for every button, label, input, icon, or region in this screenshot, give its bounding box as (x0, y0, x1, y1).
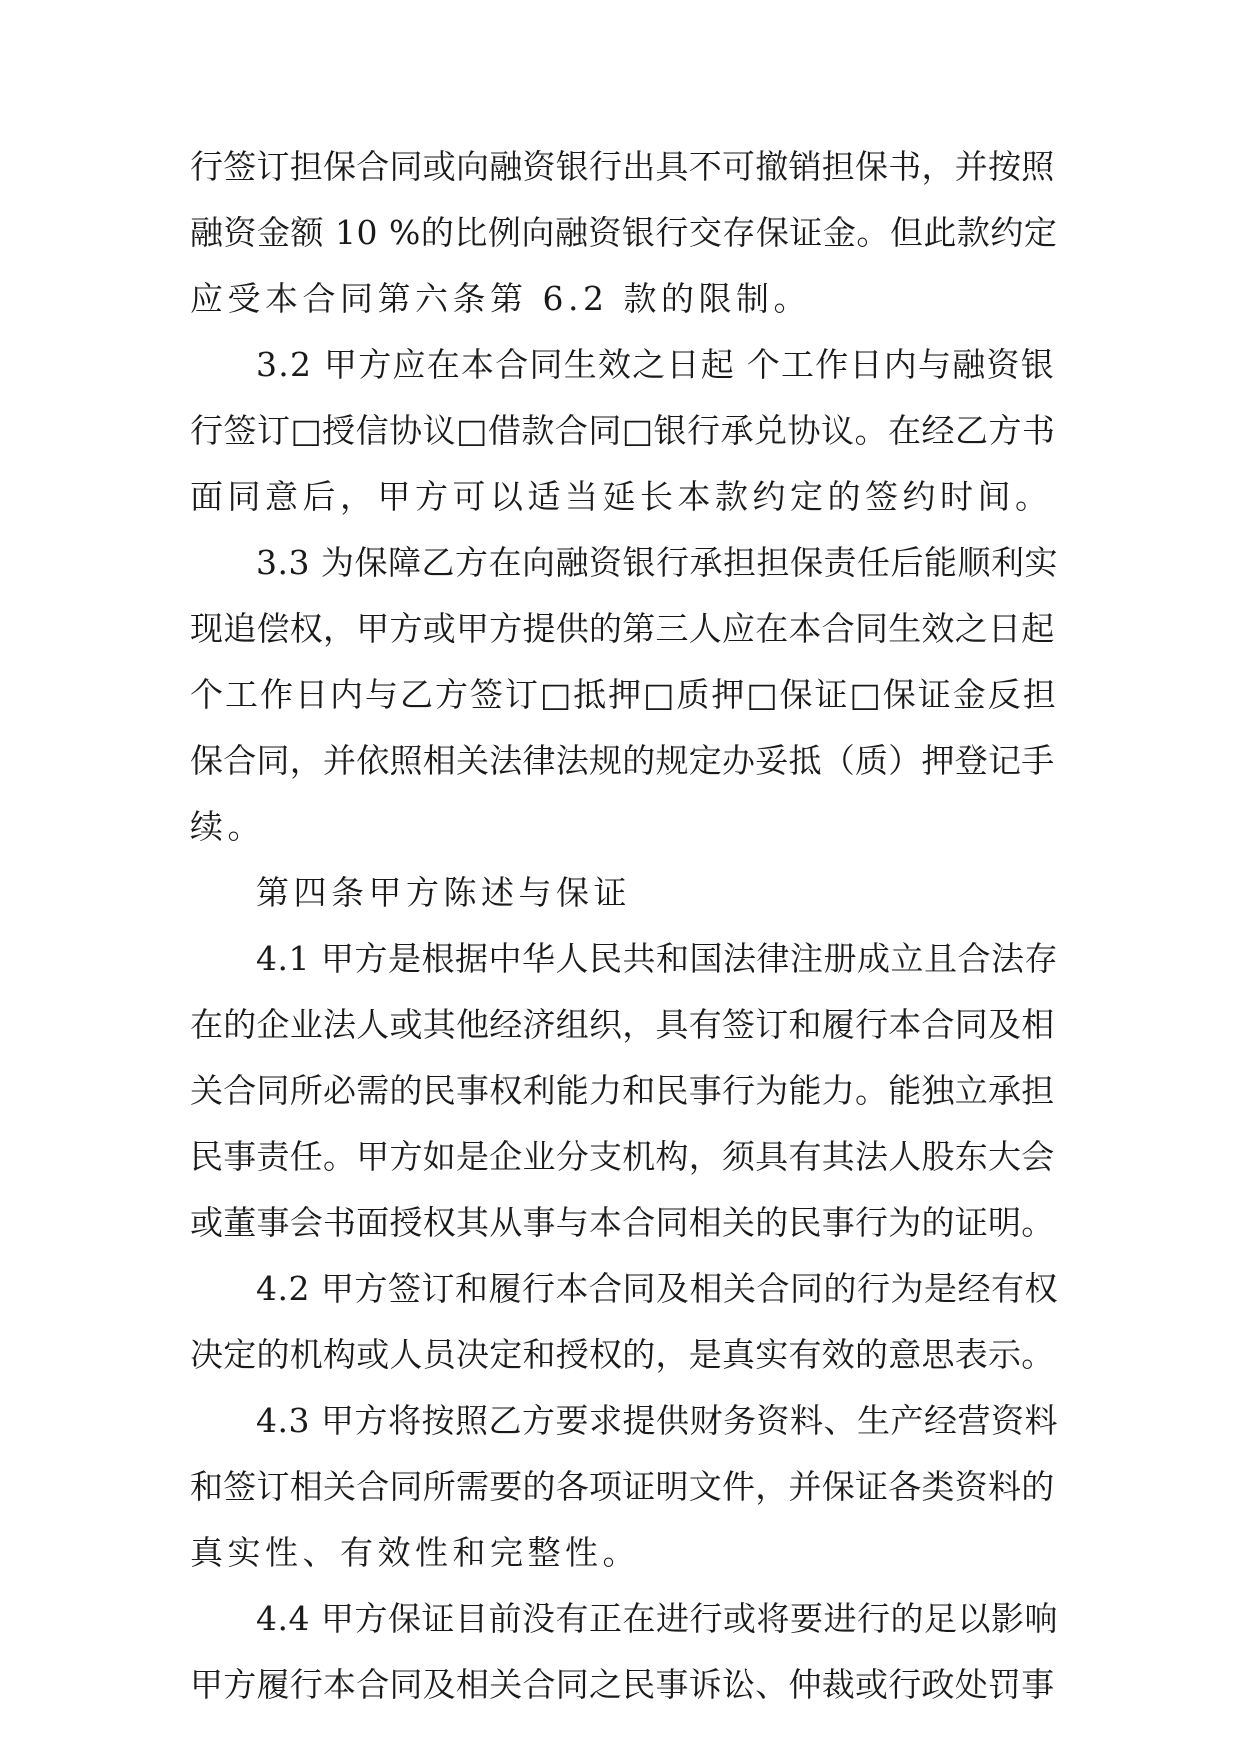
text-line: 4.2 甲方签订和履行本合同及相关合同的行为是经有权 (256, 1269, 1058, 1308)
text-line: 4.1 甲方是根据中华人民共和国法律注册成立且合法存 (256, 939, 1058, 978)
text-line: 和签订相关合同所需要的各项证明文件，并保证各类资料的 (190, 1467, 1055, 1506)
section-heading: 第四条甲方陈述与保证 (256, 873, 631, 912)
text-line: 关合同所必需的民事权利能力和民事行为能力。能独立承担 (190, 1071, 1055, 1110)
text-line: 4.4 甲方保证目前没有正在进行或将要进行的足以影响 (256, 1599, 1058, 1638)
text-line: 或董事会书面授权其从事与本合同相关的民事行为的证明。 (190, 1203, 1055, 1242)
text-line: 保合同，并依照相关法律法规的规定办妥抵（质）押登记手 (190, 741, 1055, 780)
text-line: 行签订□授信协议□借款合同□银行承兑协议。在经乙方书 (190, 411, 1056, 450)
text-line: 民事责任。甲方如是企业分支机构，须具有其法人股东大会 (190, 1137, 1055, 1176)
text-line: 3.2 甲方应在本合同生效之日起 个工作日内与融资银 (256, 345, 1055, 384)
text-line: 续。 (190, 807, 265, 846)
text-line: 甲方履行本合同及相关合同之民事诉讼、仲裁或行政处罚事 (190, 1665, 1055, 1704)
text-line: 在的企业法人或其他经济组织，具有签订和履行本合同及相 (190, 1005, 1055, 1044)
text-line: 个工作日内与乙方签订□抵押□质押□保证□保证金反担 (190, 675, 1058, 714)
text-line: 4.3 甲方将按照乙方要求提供财务资料、生产经营资料 (256, 1401, 1058, 1440)
text-line: 面同意后，甲方可以适当延长本款约定的签约时间。 (190, 477, 1053, 516)
text-line: 融资金额 10 %的比例向融资银行交存保证金。但此款约定 (190, 213, 1058, 252)
text-line: 应受本合同第六条第 6.2 款的限制。 (190, 279, 811, 318)
text-line: 真实性、有效性和完整性。 (190, 1533, 640, 1572)
text-line: 现追偿权，甲方或甲方提供的第三人应在本合同生效之日起 (190, 609, 1055, 648)
text-line: 3.3 为保障乙方在向融资银行承担担保责任后能顺利实 (256, 543, 1058, 582)
text-line: 决定的机构或人员决定和授权的，是真实有效的意思表示。 (190, 1335, 1055, 1374)
text-line: 行签订担保合同或向融资银行出具不可撤销担保书，并按照 (190, 147, 1055, 186)
